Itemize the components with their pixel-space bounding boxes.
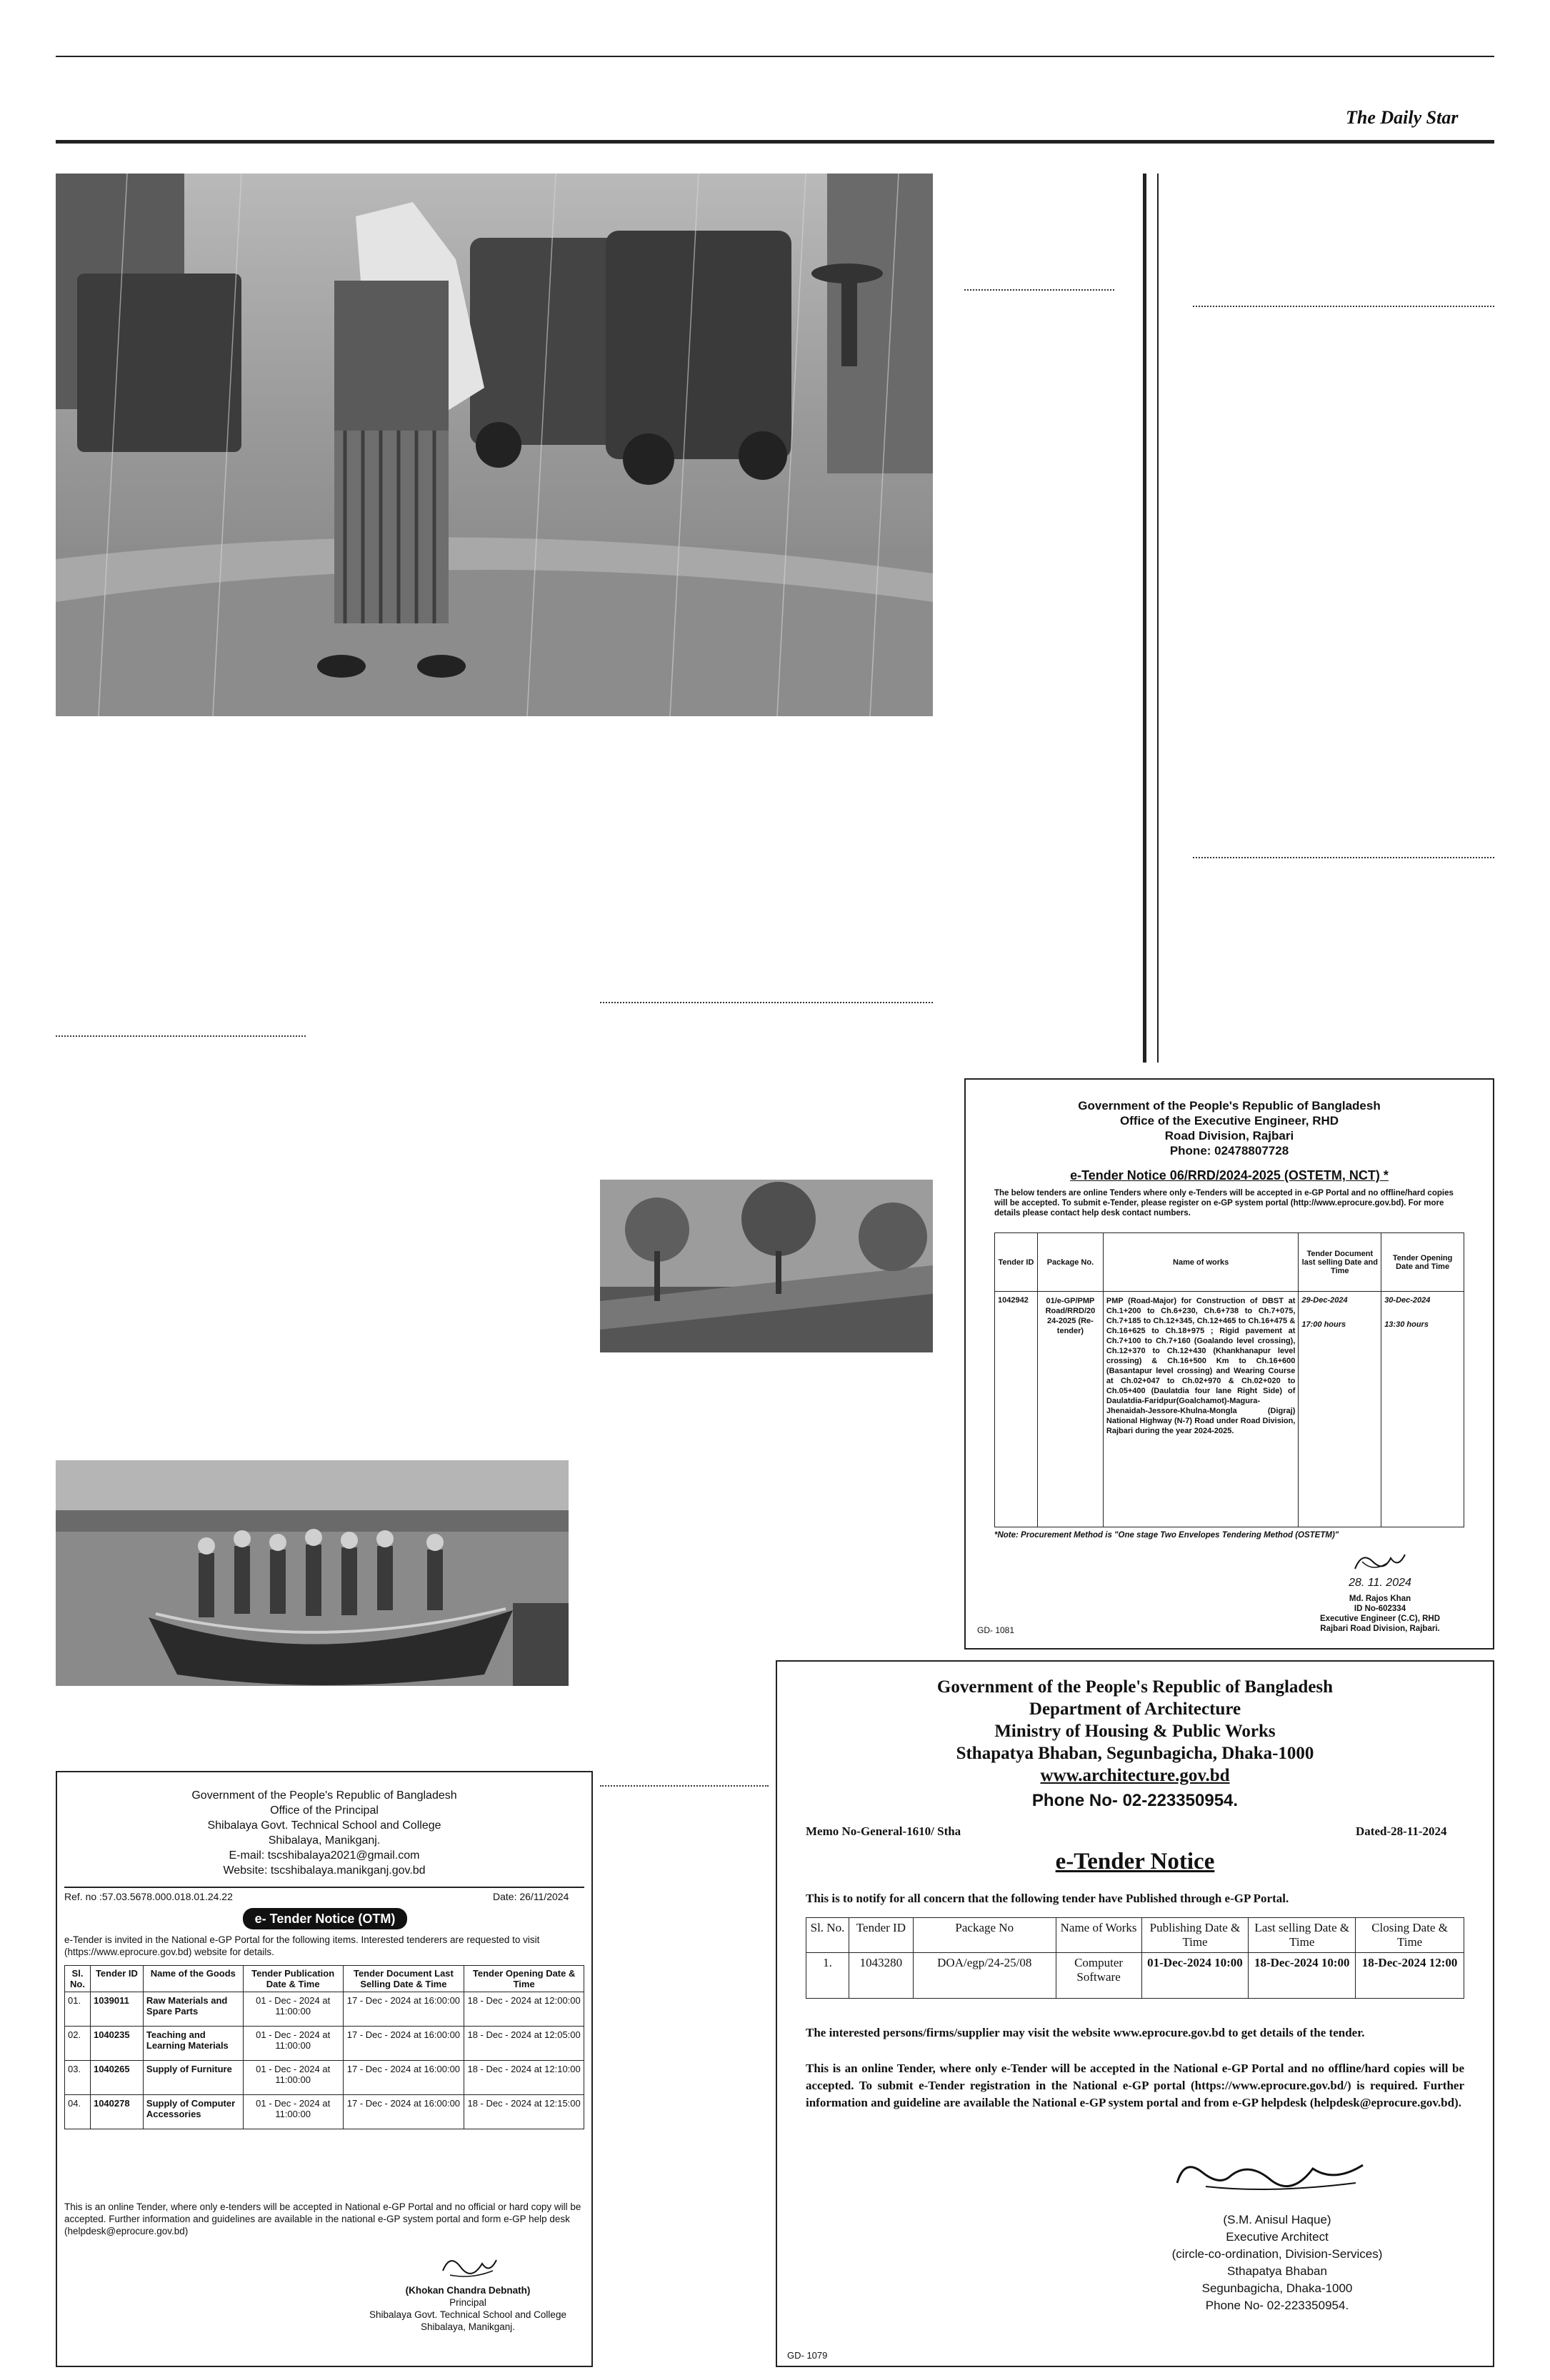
ad-website: Website: tscshibalaya.manikganj.gov.bd — [223, 1864, 426, 1877]
ad-title: e-Tender Notice 06/RRD/2024-2025 (OSTETM, NCT) * — [1070, 1168, 1389, 1183]
sign-address: Segunbagicha, Dhaka-1000 — [1201, 2281, 1353, 2295]
ad-phone: Phone: 02478807728 — [1169, 1144, 1289, 1158]
sign-date: 28. 11. 2024 — [1349, 1577, 1411, 1589]
ref-date: Date: 26/11/2024 — [493, 1891, 569, 1902]
signature — [1348, 1547, 1412, 1576]
top-rule — [56, 56, 1494, 57]
col-header: Sl. No. — [806, 1918, 849, 1953]
table-row — [65, 2095, 584, 2129]
architecture-tender-ad — [776, 1660, 1494, 2367]
ad-website: www.architecture.gov.bd — [1040, 1766, 1230, 1785]
goods-name: Supply of Furniture — [143, 2061, 243, 2095]
column-divider — [1143, 174, 1146, 1063]
ad-footer: This is an online Tender, where only e-tenders will be accepted in National e-GP Portal and no official or hard copy will be accepted. Further information and guidelines are available in the national e-GP system portal and form e-GP help desk (helpdesk@eprocure.gov.bd) — [64, 2201, 581, 2236]
sign-name: Md. Rajos Khan — [1349, 1595, 1411, 1603]
masthead-logo: The Daily Star — [1346, 107, 1459, 128]
opening-date: 18 - Dec - 2024 at 12:15:00 — [464, 2095, 584, 2129]
memo-date: Dated-28-11-2024 — [1356, 1824, 1447, 1838]
col-header: Name of works — [1103, 1233, 1298, 1292]
publication-date: 01 - Dec - 2024 at 11:00:00 — [243, 1992, 343, 2027]
sign-office: Sthapatya Bhaban — [1227, 2264, 1327, 2278]
column-rule — [1193, 857, 1494, 858]
ad-office: Office of the Executive Engineer, RHD — [1119, 1114, 1339, 1128]
gd-number: GD- 1079 — [787, 2350, 828, 2361]
col-header: Tender Publication Date & Time — [243, 1966, 343, 1992]
col-header: Tender ID — [90, 1966, 143, 1992]
closing-date: 18-Dec-2024 12:00 — [1356, 1953, 1464, 1999]
ad-school: Shibalaya Govt. Technical School and College — [207, 1819, 441, 1832]
column-rule — [600, 1785, 769, 1787]
sl-no: 04. — [65, 2095, 91, 2129]
sign-phone: Phone No- 02-223350954. — [1205, 2299, 1349, 2312]
col-header: Tender ID — [995, 1233, 1038, 1292]
sign-title: Executive Engineer (C.C), RHD — [1319, 1615, 1441, 1623]
goods-name: Teaching and Learning Materials — [143, 2027, 243, 2061]
publishing-date: 01-Dec-2024 10:00 — [1141, 1953, 1249, 1999]
ad-address: Sthapatya Bhaban, Segunbagicha, Dhaka-1000 — [956, 1744, 1314, 1763]
col-header: Package No. — [1037, 1233, 1103, 1292]
package-no: DOA/egp/24-25/08 — [913, 1953, 1056, 1999]
sign-id: ID No-602334 — [1354, 1605, 1406, 1613]
rhd-tender-ad — [964, 1078, 1494, 1650]
tender-id: 1040278 — [90, 2095, 143, 2129]
opening-time: 13:30 hours — [1384, 1320, 1429, 1329]
sign-name: (Khokan Chandra Debnath) — [405, 2285, 531, 2296]
selling-time: 17:00 hours — [1301, 1320, 1346, 1329]
opening-date: 18 - Dec - 2024 at 12:10:00 — [464, 2061, 584, 2095]
sl-no: 03. — [65, 2061, 91, 2095]
ad-email: E-mail: tscshibalaya2021@gmail.com — [229, 1849, 420, 1862]
school-tender-ad — [56, 1771, 593, 2367]
col-header: Name of Works — [1056, 1918, 1141, 1953]
ad-phone: Phone No- 02-223350954. — [1031, 1791, 1239, 1810]
col-header: Package No — [913, 1918, 1056, 1953]
sign-office: Rajbari Road Division, Rajbari. — [1320, 1625, 1440, 1633]
publication-date: 01 - Dec - 2024 at 11:00:00 — [243, 2027, 343, 2061]
works-name: Computer Software — [1056, 1953, 1141, 1999]
boat-photo — [56, 1460, 569, 1686]
ad-para2: This is an online Tender, where only e-Tender will be accepted in the National e-GP Portal and no offline/hard copies will be accepted. To submit e-Tender registration in the National e-GP portal (https://www.eprocure.gov.bd/) is required. Further information and guideline are available the National e-GP system portal and from e-GP helpdesk (helpdesk@eprocure.gov.bd). — [806, 2062, 1464, 2109]
column-rule — [56, 1035, 306, 1037]
col-header: Tender ID — [849, 1918, 913, 1953]
riverbank-photo — [600, 1180, 933, 1352]
ad-intro: e-Tender is invited in the National e-GP Portal for the following items. Interested tenderers are requested to visit (https://www.eprocure.gov.bd) website for details. — [64, 1934, 540, 1957]
ref-no: Ref. no :57.03.5678.000.018.01.24.22 — [64, 1891, 233, 1902]
rain-photo — [56, 174, 933, 716]
tender-id: 1042942 — [995, 1292, 1038, 1527]
col-header: Tender Document last selling Date and Time — [1299, 1233, 1381, 1292]
ad-org: Government of the People's Republic of Bangladesh — [1078, 1099, 1381, 1113]
signature — [1163, 2154, 1377, 2197]
ad-org: Government of the People's Republic of Bangladesh — [191, 1789, 457, 1802]
col-header: Publishing Date & Time — [1141, 1918, 1249, 1953]
tender-id: 1043280 — [849, 1953, 913, 1999]
column-divider — [1157, 174, 1159, 1063]
sign-title: Principal — [449, 2297, 486, 2308]
opening-date: 18 - Dec - 2024 at 12:00:00 — [464, 1992, 584, 2027]
sign-school: Shibalaya Govt. Technical School and College — [369, 2309, 566, 2320]
col-header: Last selling Date & Time — [1249, 1918, 1356, 1953]
memo-no: Memo No-General-1610/ Stha — [806, 1824, 961, 1838]
table-row — [65, 2061, 584, 2095]
ad-place: Shibalaya, Manikganj. — [268, 1834, 381, 1847]
col-header: Tender Document Last Selling Date & Time — [343, 1966, 464, 1992]
signature — [432, 2249, 504, 2281]
gd-number: GD- 1081 — [977, 1625, 1015, 1635]
package-no: 01/e-GP/PMP Road/RRD/20 24-2025 (Re-tender) — [1037, 1292, 1103, 1527]
sl-no: 02. — [65, 2027, 91, 2061]
ad-ministry: Ministry of Housing & Public Works — [994, 1722, 1276, 1741]
selling-date: 17 - Dec - 2024 at 16:00:00 — [343, 2061, 464, 2095]
selling-date: 18-Dec-2024 10:00 — [1249, 1953, 1356, 1999]
ad-note: *Note: Procurement Method is "One stage Two Envelopes Tendering Method (OSTETM)" — [994, 1531, 1339, 1540]
ad-dept: Department of Architecture — [1029, 1699, 1241, 1719]
tender-id: 1039011 — [90, 1992, 143, 2027]
ad-office: Office of the Principal — [270, 1804, 379, 1817]
column-rule — [964, 289, 1114, 291]
ad-title: e- Tender Notice (OTM) — [254, 1912, 396, 1926]
sign-title: Executive Architect — [1226, 2230, 1329, 2244]
opening-date: 18 - Dec - 2024 at 12:05:00 — [464, 2027, 584, 2061]
col-header: Name of the Goods — [143, 1966, 243, 1992]
ad-para1: The interested persons/firms/supplier may visit the website www.eprocure.gov.bd to get details of the tender. — [806, 2026, 1365, 2039]
sign-name: (S.M. Anisul Haque) — [1223, 2213, 1331, 2226]
sign-place: Shibalaya, Manikganj. — [420, 2321, 516, 2332]
ad-intro: The below tenders are online Tenders where only e-Tenders will be accepted in e-GP Portal and no offline/hard copies will be accepted. To submit e-Tender, please register on e-GP system portal (http://www.eprocure.gov.bd). For more details please contact help desk contact numbers. — [994, 1189, 1454, 1217]
ad-division: Road Division, Rajbari — [1164, 1129, 1294, 1143]
column-rule — [1193, 306, 1494, 307]
table-row — [65, 1992, 584, 2027]
goods-name: Raw Materials and Spare Parts — [143, 1992, 243, 2027]
sl-no: 01. — [65, 1992, 91, 2027]
divider — [64, 1887, 584, 1888]
table-row — [65, 2027, 584, 2061]
tender-id: 1040235 — [90, 2027, 143, 2061]
col-header: Tender Opening Date & Time — [464, 1966, 584, 1992]
column-rule — [600, 1002, 933, 1003]
selling-date: 17 - Dec - 2024 at 16:00:00 — [343, 2095, 464, 2129]
selling-date: 29-Dec-2024 — [1301, 1296, 1348, 1305]
selling-date: 17 - Dec - 2024 at 16:00:00 — [343, 1992, 464, 2027]
col-header: Closing Date & Time — [1356, 1918, 1464, 1953]
publication-date: 01 - Dec - 2024 at 11:00:00 — [243, 2095, 343, 2129]
opening-date: 30-Dec-2024 — [1384, 1296, 1431, 1305]
tender-id: 1040265 — [90, 2061, 143, 2095]
works-name: PMP (Road-Major) for Construction of DBST at Ch.1+200 to Ch.6+230, Ch.6+738 to Ch.7+075, Ch.7+185 to Ch.12+345, Ch.12+465 to Ch.16+475 & Ch.16+625 to Ch.18+975 ; Rigid pavement at Ch.7+100 to Ch.7+160 (Goalando level crossing), Ch.12+370 to Ch.12+430 (Khankhanapur level crossing) & Ch.16+500 Km to Ch.16+600 (Basantapur level crossing) and Wearing Course at Ch.02+047 to Ch.02+970 & Ch.02+020 to Ch.05+400 (Daulatdia four lane Right Side) of Daulatdia-Faridpur(Goalchamot)-Magura-Jhenaidah-Jessore-Khulna-Mongla (Digraj) National Highway (N-7) Road under Road Division, Rajbari during the year 2024-2025. — [1103, 1292, 1298, 1527]
publication-date: 01 - Dec - 2024 at 11:00:00 — [243, 2061, 343, 2095]
sl-no: 1. — [806, 1953, 849, 1999]
masthead-rule — [56, 140, 1494, 144]
table-row — [806, 1953, 1464, 1999]
ad-intro: This is to notify for all concern that the following tender have Published through e-GP Portal. — [806, 1892, 1289, 1905]
col-header: Sl. No. — [65, 1966, 91, 1992]
col-header: Tender Opening Date and Time — [1381, 1233, 1464, 1292]
table-row — [995, 1292, 1464, 1527]
selling-date: 17 - Dec - 2024 at 16:00:00 — [343, 2027, 464, 2061]
goods-name: Supply of Computer Accessories — [143, 2095, 243, 2129]
ad-title: e-Tender Notice — [1055, 1849, 1215, 1874]
ad-org: Government of the People's Republic of Bangladesh — [936, 1677, 1334, 1697]
sign-circle: (circle-co-ordination, Division-Services) — [1171, 2247, 1383, 2261]
